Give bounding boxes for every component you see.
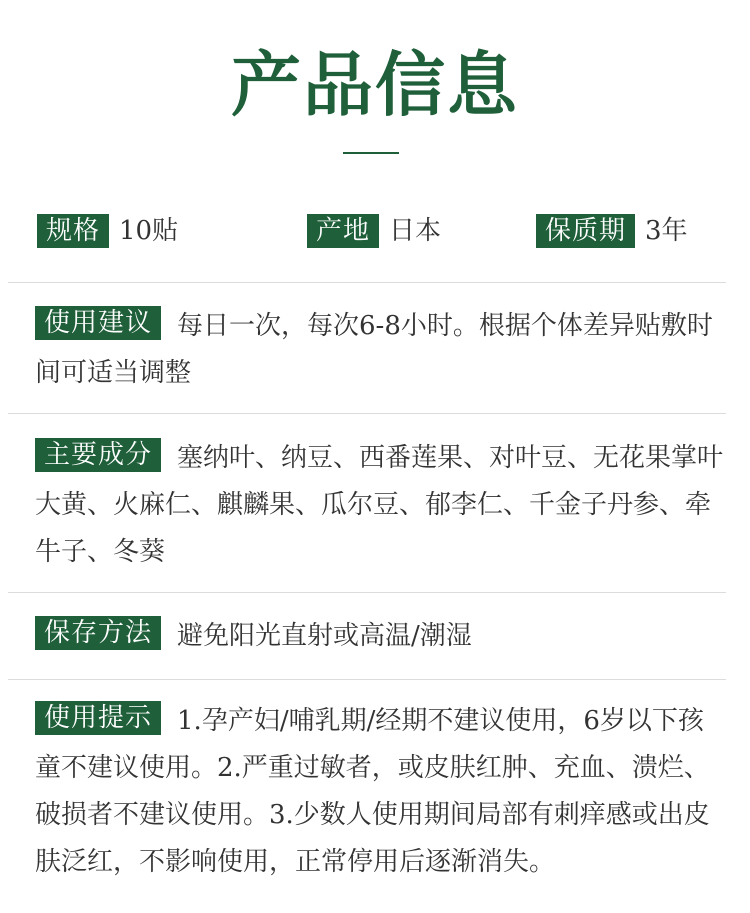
divider bbox=[8, 592, 726, 593]
usage-tips-section bbox=[35, 698, 725, 886]
storage-section bbox=[35, 613, 725, 660]
spec-size-value: 10贴 bbox=[119, 216, 179, 246]
storage-label: 保存方法 bbox=[35, 616, 161, 650]
spec-shelf-life bbox=[536, 214, 688, 248]
divider bbox=[8, 679, 726, 680]
spec-origin-label: 产地 bbox=[307, 214, 379, 248]
divider bbox=[8, 413, 726, 414]
spec-row bbox=[0, 214, 750, 250]
spec-shelf-life-label: 保质期 bbox=[536, 214, 635, 248]
ingredients-text: 塞纳叶、纳豆、西番莲果、对叶豆、无花果掌叶大黄、火麻仁、麒麟果、瓜尔豆、郁李仁、千金子丹参、牵牛子、冬葵 bbox=[35, 443, 724, 567]
spec-origin-value: 日本 bbox=[389, 216, 442, 246]
usage-advice-section bbox=[35, 303, 725, 397]
spec-origin bbox=[307, 214, 441, 248]
spec-size bbox=[37, 214, 178, 248]
spec-size-label: 规格 bbox=[37, 214, 109, 248]
divider bbox=[8, 282, 726, 283]
title-underline bbox=[343, 152, 399, 154]
storage-text: 避免阳光直射或高温/潮湿 bbox=[177, 621, 472, 651]
usage-advice-label: 使用建议 bbox=[35, 306, 161, 340]
usage-tips-label: 使用提示 bbox=[35, 701, 161, 735]
page-title: 产品信息 bbox=[231, 43, 519, 126]
ingredients-label: 主要成分 bbox=[35, 438, 161, 472]
usage-tips-text: 1.孕产妇/哺乳期/经期不建议使用，6岁以下孩童不建议使用。2.严重过敏者，或皮肤红肿、充血、溃烂、破损者不建议使用。3.少数人使用期间局部有刺痒感或出皮肤泛红，不影响使用，正常停用后逐渐消失。 bbox=[35, 706, 710, 877]
spec-shelf-life-value: 3年 bbox=[645, 216, 688, 246]
ingredients-section bbox=[35, 435, 725, 576]
usage-advice-text: 每日一次，每次6-8小时。根据个体差异贴敷时间可适当调整 bbox=[35, 311, 713, 388]
